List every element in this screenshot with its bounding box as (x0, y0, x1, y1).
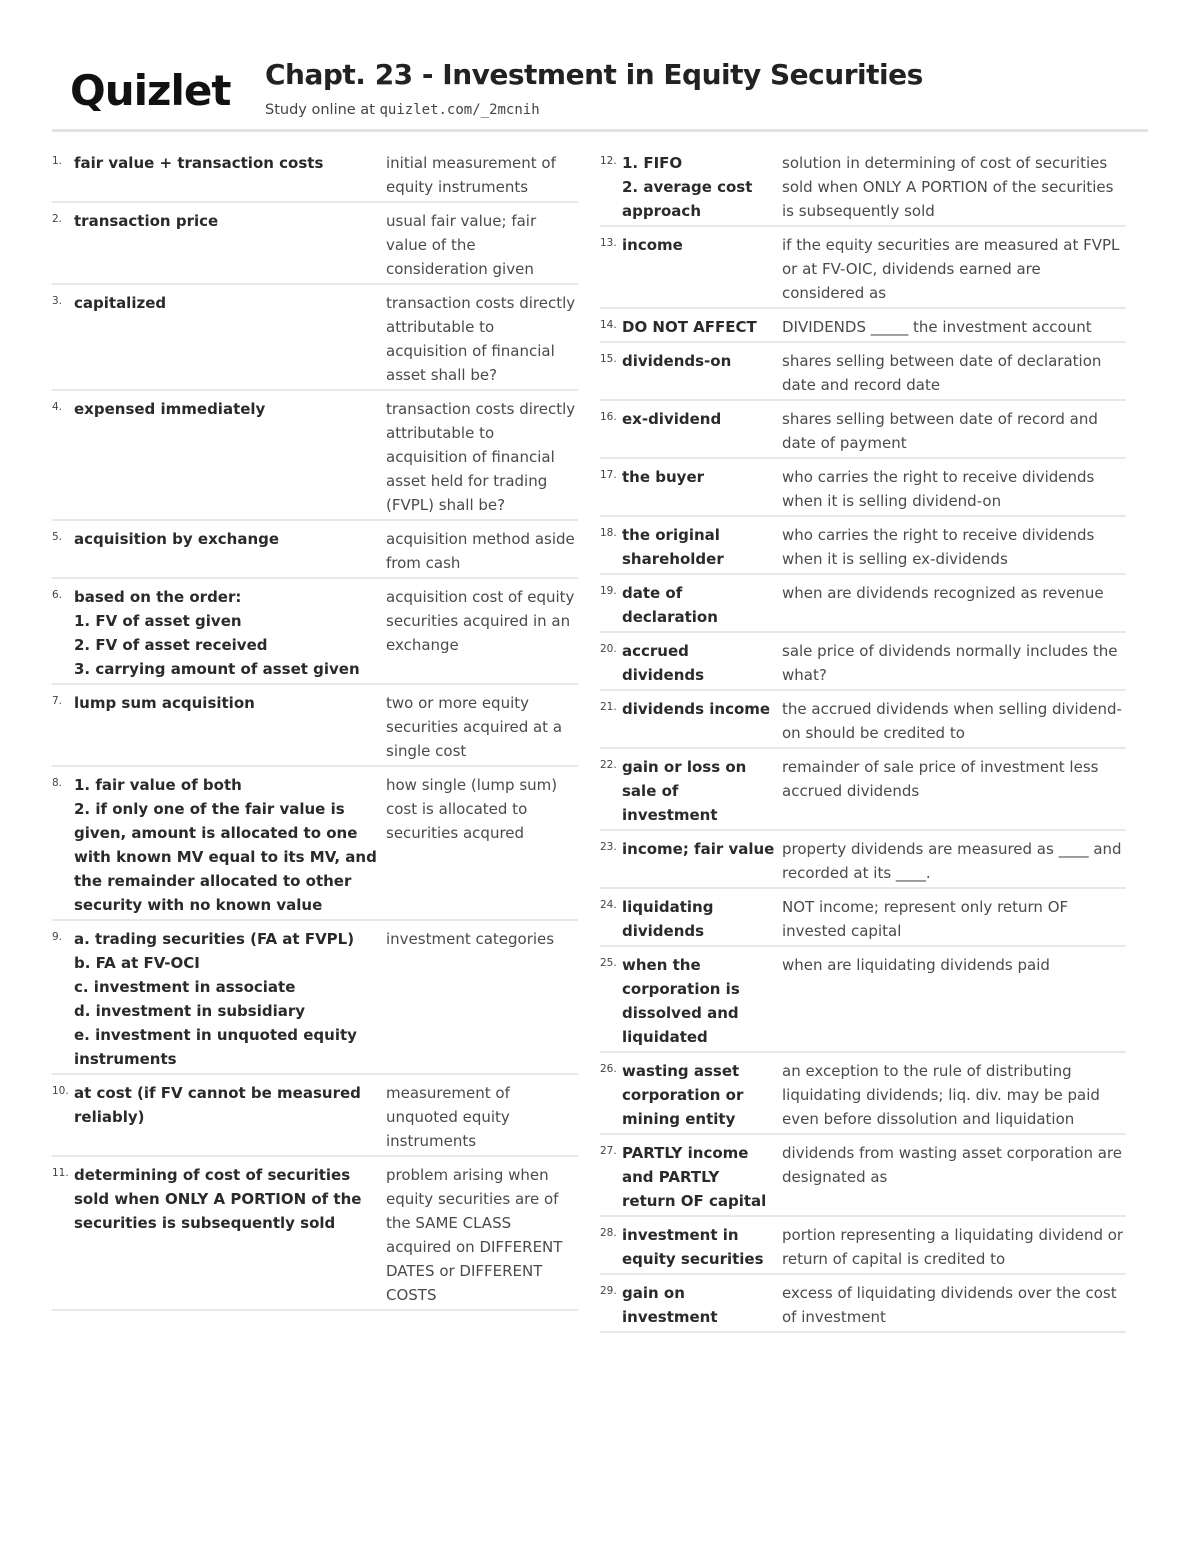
card-number: 23. (600, 841, 617, 853)
card-term (74, 151, 386, 199)
card-term-line: capitalized (74, 294, 167, 312)
card-definition: problem arising when equity securities are of the SAME CLASS acquired on DIFFERENT DATES or DIFFERENT COSTS (386, 1166, 563, 1304)
card-term-line: expensed immediately (74, 400, 266, 418)
card-term (74, 209, 386, 281)
card-definition: acquisition cost of equity securities acquired in an exchange (386, 588, 575, 654)
flashcard-row (52, 391, 578, 521)
card-term-line: lump sum acquisition (74, 694, 255, 712)
flashcard-row (52, 767, 578, 921)
card-definition: usual fair value; fair value of the consideration given (386, 212, 537, 278)
card-term-line: 2. FV of asset received (74, 636, 268, 654)
cards-column-left (52, 145, 578, 1311)
card-number: 26. (600, 1063, 617, 1075)
card-definition: the accrued dividends when selling dividend-on should be credited to (782, 700, 1122, 742)
card-term (622, 837, 782, 885)
card-number: 14. (600, 319, 617, 331)
card-number: 5. (52, 531, 63, 543)
flashcard-row (52, 685, 578, 767)
card-term-line: 3. carrying amount of asset given (74, 660, 360, 678)
card-term-line: date of declaration (622, 584, 718, 626)
card-term-line: a. trading securities (FA at FVPL) (74, 930, 355, 948)
card-definition: DIVIDENDS _____ the investment account (782, 318, 1092, 336)
card-term (622, 1281, 782, 1329)
card-term (74, 585, 386, 681)
quizlet-logo[interactable]: Quizlet (70, 66, 231, 115)
card-definition: acquisition method aside from cash (386, 530, 575, 572)
card-term-line: wasting asset corporation or mining entity (622, 1062, 744, 1128)
card-definition: who carries the right to receive dividends when it is selling dividend-on (782, 468, 1095, 510)
card-number: 21. (600, 701, 617, 713)
flashcard-row (600, 1275, 1126, 1333)
flashcard-row (600, 575, 1126, 633)
card-number: 28. (600, 1227, 617, 1239)
card-number: 6. (52, 589, 63, 601)
card-term-line: 1. FV of asset given (74, 612, 242, 630)
card-term (622, 1223, 782, 1271)
card-term-line: accrued dividends (622, 642, 705, 684)
card-term (622, 465, 782, 513)
page-title: Chapt. 23 - Investment in Equity Securities (265, 58, 923, 91)
subtitle-prefix: Study online at (265, 102, 380, 118)
flashcard-row (600, 1053, 1126, 1135)
card-number: 4. (52, 401, 63, 413)
card-term (74, 691, 386, 763)
card-number: 29. (600, 1285, 617, 1297)
card-definition: property dividends are measured as ____ and recorded at its ____. (782, 840, 1122, 882)
flashcard-row (52, 145, 578, 203)
card-definition: measurement of unquoted equity instruments (386, 1084, 510, 1150)
card-definition: initial measurement of equity instruments (386, 154, 556, 196)
card-term-line: 2. if only one of the fair value is given, amount is allocated to one with known MV equal to its MV, and the remainder allocated to other security with no known value (74, 800, 377, 914)
card-number: 11. (52, 1167, 69, 1179)
card-term (622, 151, 782, 223)
card-term-line: dividends income (622, 700, 771, 718)
card-definition: remainder of sale price of investment less accrued dividends (782, 758, 1099, 800)
card-definition: an exception to the rule of distributing liquidating dividends; liq. div. may be paid even before dissolution and liquidation (782, 1062, 1100, 1128)
card-definition: two or more equity securities acquired at a single cost (386, 694, 563, 760)
card-term-line: the original shareholder (622, 526, 724, 568)
card-term (622, 895, 782, 943)
card-number: 20. (600, 643, 617, 655)
card-term (622, 581, 782, 629)
card-definition: portion representing a liquidating dividend or return of capital is credited to (782, 1226, 1124, 1268)
card-term (74, 527, 386, 575)
card-term-line: 1. fair value of both (74, 776, 242, 794)
card-term-line: income (622, 236, 683, 254)
card-number: 10. (52, 1085, 69, 1097)
card-term (622, 407, 782, 455)
page-header (52, 52, 1148, 132)
flashcard-row (600, 227, 1126, 309)
card-term-line: ex-dividend (622, 410, 722, 428)
card-number: 13. (600, 237, 617, 249)
card-number: 19. (600, 585, 617, 597)
card-term-line: income; fair value (622, 840, 775, 858)
card-number: 25. (600, 957, 617, 969)
card-term (622, 233, 782, 305)
flashcard-row (600, 401, 1126, 459)
card-term (74, 773, 386, 917)
card-term-line: when the corporation is dissolved and liquidated (622, 956, 740, 1046)
card-number: 15. (600, 353, 617, 365)
flashcard-row (600, 947, 1126, 1053)
study-url-link[interactable]: quizlet.com/_2mcnih (379, 102, 540, 118)
flashcard-row (600, 1217, 1126, 1275)
cards-column-right (600, 145, 1126, 1333)
card-number: 27. (600, 1145, 617, 1157)
card-definition: transaction costs directly attributable to acquisition of financial asset held for trading (FVPL) shall be? (386, 400, 576, 514)
card-definition: if the equity securities are measured at FVPL or at FV-OIC, dividends earned are considered as (782, 236, 1120, 302)
card-term (622, 315, 782, 339)
card-number: 3. (52, 295, 63, 307)
card-term-line: liquidating dividends (622, 898, 714, 940)
card-term (622, 349, 782, 397)
card-term (74, 1163, 386, 1307)
card-term-line: gain or loss on sale of investment (622, 758, 747, 824)
flashcard-row (52, 285, 578, 391)
card-definition: NOT income; represent only return OF invested capital (782, 898, 1069, 940)
flashcard-row (52, 921, 578, 1075)
flashcard-row (600, 309, 1126, 343)
study-online-line (265, 102, 540, 118)
card-number: 18. (600, 527, 617, 539)
card-term-line: at cost (if FV cannot be measured reliably) (74, 1084, 361, 1126)
card-definition: sale price of dividends normally includes the what? (782, 642, 1118, 684)
card-definition: shares selling between date of record and date of payment (782, 410, 1098, 452)
card-term-line: c. investment in associate (74, 978, 296, 996)
card-term-line: based on the order: (74, 588, 242, 606)
card-term (622, 755, 782, 827)
card-number: 22. (600, 759, 617, 771)
card-definition: who carries the right to receive dividends when it is selling ex-dividends (782, 526, 1095, 568)
card-number: 8. (52, 777, 63, 789)
card-definition: when are liquidating dividends paid (782, 956, 1050, 974)
card-term-line: e. investment in unquoted equity instruments (74, 1026, 357, 1068)
flashcard-row (600, 633, 1126, 691)
card-number: 12. (600, 155, 617, 167)
flashcard-row (600, 831, 1126, 889)
card-number: 7. (52, 695, 63, 707)
card-term-line: 2. average cost approach (622, 178, 753, 220)
flashcard-row (600, 1135, 1126, 1217)
card-term-line: PARTLY income and PARTLY return OF capital (622, 1144, 767, 1210)
card-number: 16. (600, 411, 617, 423)
flashcard-row (600, 517, 1126, 575)
flashcard-row (600, 145, 1126, 227)
flashcard-row (600, 343, 1126, 401)
card-definition: transaction costs directly attributable to acquisition of financial asset shall be? (386, 294, 576, 384)
card-term-line: transaction price (74, 212, 219, 230)
card-term-line: fair value + transaction costs (74, 154, 324, 172)
card-term (622, 1141, 782, 1213)
card-number: 24. (600, 899, 617, 911)
card-definition: excess of liquidating dividends over the cost of investment (782, 1284, 1117, 1326)
card-term (74, 927, 386, 1071)
card-definition: when are dividends recognized as revenue (782, 584, 1104, 602)
flashcard-row (600, 459, 1126, 517)
card-term (74, 291, 386, 387)
flashcard-row (600, 749, 1126, 831)
flashcard-row (52, 203, 578, 285)
flashcard-row (600, 691, 1126, 749)
card-term-line: 1. FIFO (622, 154, 683, 172)
card-term (622, 953, 782, 1049)
card-term-line: acquisition by exchange (74, 530, 280, 548)
card-term (622, 1059, 782, 1131)
card-definition: dividends from wasting asset corporation are designated as (782, 1144, 1122, 1186)
card-term-line: DO NOT AFFECT (622, 318, 757, 336)
card-term-line: the buyer (622, 468, 705, 486)
flashcard-row (600, 889, 1126, 947)
flashcard-row (52, 1075, 578, 1157)
card-definition: investment categories (386, 930, 555, 948)
card-term-line: d. investment in subsidiary (74, 1002, 306, 1020)
card-term (622, 639, 782, 687)
card-definition: shares selling between date of declaration date and record date (782, 352, 1102, 394)
card-term-line: investment in equity securities (622, 1226, 764, 1268)
card-term-line: gain on investment (622, 1284, 718, 1326)
card-number: 1. (52, 155, 63, 167)
card-term (622, 523, 782, 571)
card-term-line: b. FA at FV-OCI (74, 954, 200, 972)
flashcard-row (52, 579, 578, 685)
flashcard-row (52, 1157, 578, 1311)
card-definition: solution in determining of cost of securities sold when ONLY A PORTION of the securities is subsequently sold (782, 154, 1114, 220)
card-number: 9. (52, 931, 63, 943)
flashcard-row (52, 521, 578, 579)
card-term (622, 697, 782, 745)
card-term-line: determining of cost of securities sold when ONLY A PORTION of the securities is subsequently sold (74, 1166, 362, 1232)
card-number: 2. (52, 213, 63, 225)
card-number: 17. (600, 469, 617, 481)
card-definition: how single (lump sum) cost is allocated to securities acqured (386, 776, 558, 842)
card-term (74, 1081, 386, 1153)
card-term (74, 397, 386, 517)
card-term-line: dividends-on (622, 352, 732, 370)
